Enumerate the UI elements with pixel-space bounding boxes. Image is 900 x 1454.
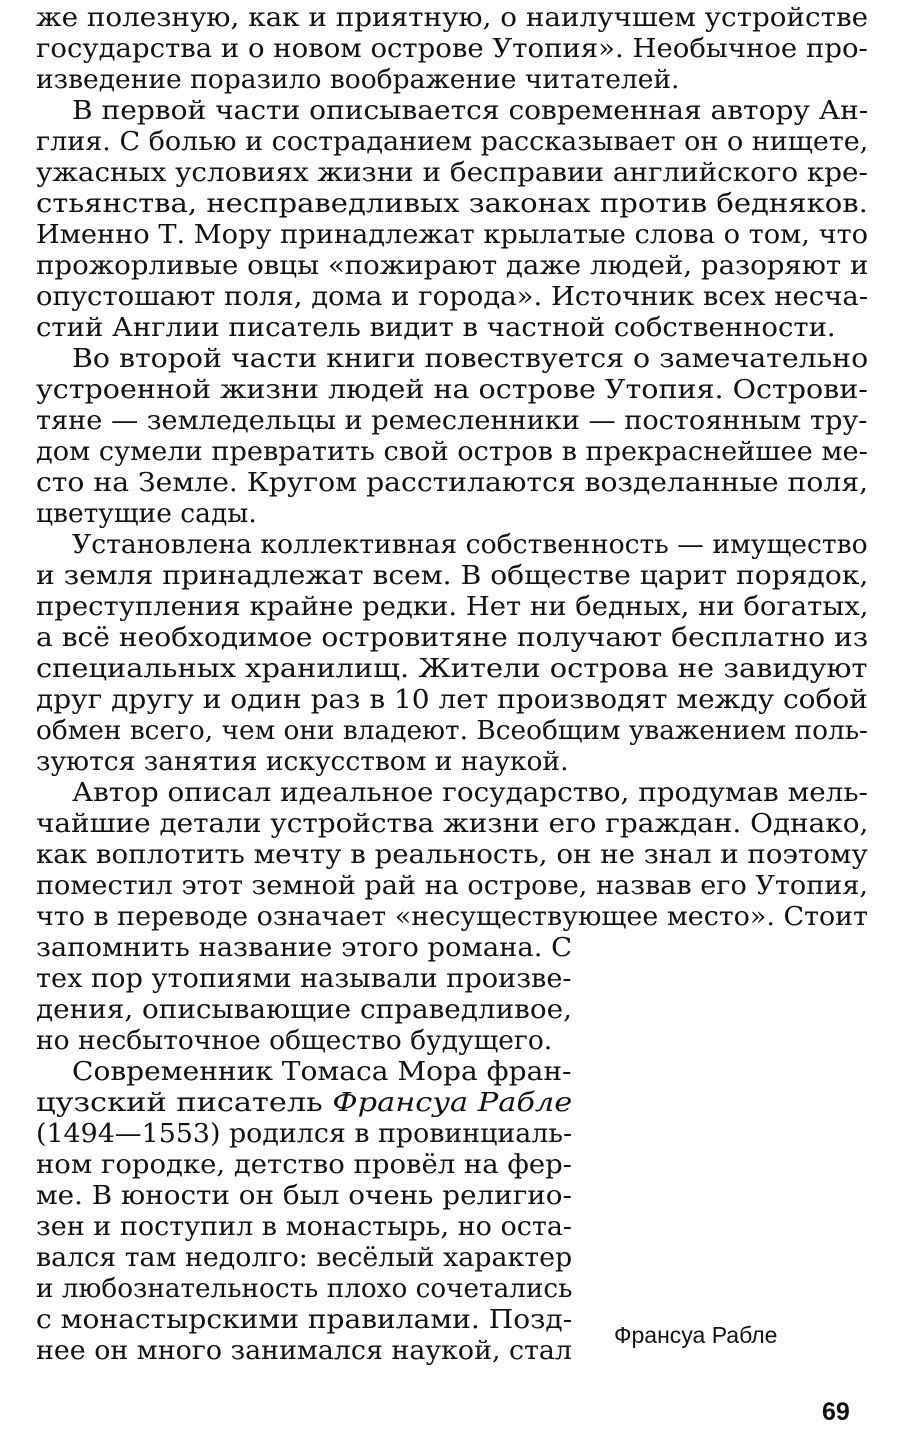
text-line: дом сумели превратить свой остров в прекраснейшее ме- [36,436,868,467]
text-line: ужасных условиях жизни и бесправии английского кре- [36,157,868,188]
text-line: (1494—1553) родился в провинциаль- [36,1118,573,1149]
text-line: обмен всего, чем они владеют. Всеобщим уважением поль- [36,715,868,746]
text-line: дения, описывающие справедливое, [36,994,572,1025]
text-line: запомнить название этого романа. С [36,932,573,963]
text-line: Автор описал идеальное государство, продумав мель- [72,777,868,808]
text-line: Современник Томаса Мора фран- [72,1056,572,1087]
text-line: преступления крайне редки. Нет ни бедных, ни богатых, [36,591,869,622]
page-number: 69 [822,1398,850,1426]
text-line: государства и о новом острове Утопия». Необычное про- [36,33,868,64]
author-name: Франсуа Рабле [332,1087,573,1118]
text-line: Во второй части книги повествуется о замечательно [72,343,869,374]
text-line: Установлена коллективная собственность — имущество [72,529,868,560]
text-line: зуются занятия искусством и наукой. [36,746,569,777]
text-line: цветущие сады. [36,498,257,529]
text-line: а всё необходимое островитяне получают бесплатно из [36,622,869,653]
text-line: что в переводе означает «несуществующее место». Стоит [36,901,869,932]
text-line: и земля принадлежат всем. В обществе царит порядок, [36,560,869,591]
text-line: но несбыточное общество будущего. [36,1025,553,1056]
text-line: нее он много занимался наукой, стал [36,1335,572,1366]
text-line: поместил этот земной рай на острове, назвав его Утопия, [36,870,869,901]
text-segment: цузский писатель [36,1087,333,1118]
text-line: глия. С болью и состраданием рассказывает он о нищете, [36,126,869,157]
text-line: устроенной жизни людей на острове Утопия. Острови- [36,374,868,405]
text-line: зен и поступил в монастырь, но оста- [36,1211,573,1242]
text-line: вался там недолго: весёлый характер [36,1242,573,1273]
text-line: ном городке, детство провёл на фер- [36,1149,572,1180]
text-line: В первой части описывается современная автору Ан- [72,95,869,126]
text-line: специальных хранилищ. Жители острова не завидуют [36,653,868,684]
text-line: как воплотить мечту в реальность, он не знал и поэтому [36,839,868,870]
text-line: друг другу и один раз в 10 лет производят между собой [36,684,868,715]
text-line: прожорливые овцы «пожирают даже людей, разоряют и [36,250,869,281]
text-line: с монастырскими правилами. Позд- [36,1304,573,1335]
text-line: тех пор утопиями называли произве- [36,963,572,994]
text-line: чайшие детали устройства жизни его граждан. Однако, [36,808,869,839]
text-line: опустошают поля, дома и города». Источник всех несча- [36,281,869,312]
text-line [36,1088,572,1118]
text-line: тяне — земледельцы и ремесленники — постоянным тру- [36,405,868,436]
text-line: стий Англии писатель видит в частной собственности. [36,312,836,343]
text-line: же полезную, как и приятную, о наилучшем устройстве [36,2,869,33]
text-line: Именно Т. Мору принадлежат крылатые слова о том, что [36,219,869,250]
text-line: изведение поразило воображение читателей. [36,64,680,95]
portrait-caption: Франсуа Рабле [614,1322,778,1348]
text-line: и любознательность плохо сочетались [36,1273,573,1304]
text-line: сто на Земле. Кругом расстилаются возделанные поля, [36,467,869,498]
text-line: ме. В юности он был очень религио- [36,1180,572,1211]
text-line: стьянства, несправедливых законах против бедняков. [36,188,868,219]
